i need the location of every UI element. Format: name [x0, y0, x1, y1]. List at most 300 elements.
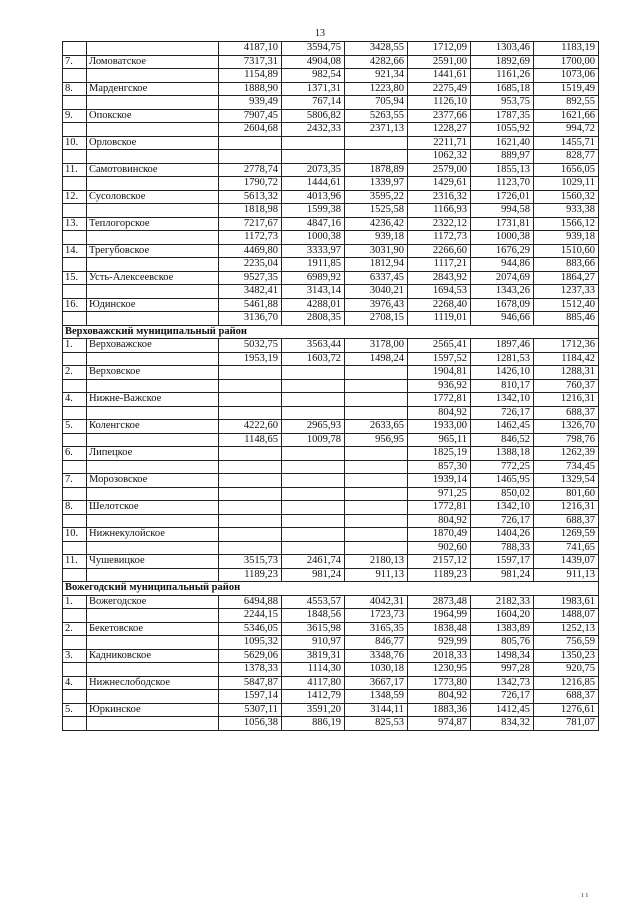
value-cell: 3165,35 — [345, 622, 408, 636]
row-number: 14. — [63, 244, 87, 258]
settlement-name: Верховское — [87, 366, 219, 380]
value-cell — [282, 447, 345, 461]
value-cell — [219, 487, 282, 501]
table-row — [63, 717, 599, 731]
value-cell: 2268,40 — [408, 298, 471, 312]
value-cell: 4042,31 — [345, 595, 408, 609]
value-cell: 953,75 — [471, 96, 534, 110]
value-cell: 3591,20 — [282, 703, 345, 717]
value-cell: 933,38 — [534, 204, 599, 218]
value-cell: 1383,89 — [471, 622, 534, 636]
value-cell — [345, 474, 408, 488]
value-cell — [219, 501, 282, 515]
value-cell: 1114,30 — [282, 663, 345, 677]
settlement-name: Юдинское — [87, 298, 219, 312]
table-row — [63, 42, 599, 56]
value-cell: 6337,45 — [345, 271, 408, 285]
value-cell: 1342,73 — [471, 676, 534, 690]
settlement-name — [87, 379, 219, 393]
value-cell: 1818,98 — [219, 204, 282, 218]
value-cell — [345, 528, 408, 542]
value-cell — [282, 150, 345, 164]
row-number: 6. — [63, 447, 87, 461]
value-cell: 834,32 — [471, 717, 534, 731]
value-cell: 3515,73 — [219, 555, 282, 569]
value-cell: 2843,92 — [408, 271, 471, 285]
value-cell: 5461,88 — [219, 298, 282, 312]
table-row — [63, 609, 599, 623]
value-cell: 956,95 — [345, 433, 408, 447]
value-cell: 2235,04 — [219, 258, 282, 272]
table-row — [63, 541, 599, 555]
value-cell: 857,30 — [408, 460, 471, 474]
row-number — [63, 258, 87, 272]
row-number — [63, 352, 87, 366]
value-cell: 883,66 — [534, 258, 599, 272]
row-number: 16. — [63, 298, 87, 312]
value-cell — [345, 150, 408, 164]
value-cell: 1281,53 — [471, 352, 534, 366]
value-cell: 1888,90 — [219, 82, 282, 96]
row-number: 4. — [63, 676, 87, 690]
value-cell: 5806,82 — [282, 109, 345, 123]
value-cell: 4222,60 — [219, 420, 282, 434]
value-cell: 2965,93 — [282, 420, 345, 434]
row-number — [63, 514, 87, 528]
value-cell: 1455,71 — [534, 136, 599, 150]
table-row — [63, 433, 599, 447]
settlement-name: Нижне-Важское — [87, 393, 219, 407]
value-cell: 846,52 — [471, 433, 534, 447]
row-number: 1. — [63, 595, 87, 609]
value-cell — [282, 474, 345, 488]
value-cell: 1939,14 — [408, 474, 471, 488]
section-title: Вожегодский муниципальный район — [63, 582, 599, 596]
value-cell: 946,66 — [471, 312, 534, 326]
value-cell: 2778,74 — [219, 163, 282, 177]
table-row — [63, 420, 599, 434]
value-cell: 920,75 — [534, 663, 599, 677]
value-cell: 726,17 — [471, 514, 534, 528]
settlement-name — [87, 636, 219, 650]
row-number: 10. — [63, 528, 87, 542]
value-cell: 1029,11 — [534, 177, 599, 191]
table-row — [63, 217, 599, 231]
row-number: 11. — [63, 555, 87, 569]
value-cell: 4847,16 — [282, 217, 345, 231]
settlement-name — [87, 690, 219, 704]
table-body — [63, 42, 599, 731]
value-cell: 2073,35 — [282, 163, 345, 177]
value-cell: 1216,31 — [534, 501, 599, 515]
settlement-name — [87, 123, 219, 137]
settlement-name: Шелотское — [87, 501, 219, 515]
value-cell: 5032,75 — [219, 339, 282, 353]
value-cell: 1119,01 — [408, 312, 471, 326]
settlement-name — [87, 96, 219, 110]
value-cell: 1126,10 — [408, 96, 471, 110]
value-cell — [345, 447, 408, 461]
value-cell: 9527,35 — [219, 271, 282, 285]
row-number: 4. — [63, 393, 87, 407]
value-cell: 1009,78 — [282, 433, 345, 447]
value-cell: 5346,05 — [219, 622, 282, 636]
value-cell: 1444,61 — [282, 177, 345, 191]
row-number: 11. — [63, 163, 87, 177]
value-cell: 889,97 — [471, 150, 534, 164]
value-cell: 902,60 — [408, 541, 471, 555]
table-row — [63, 352, 599, 366]
value-cell: 804,92 — [408, 406, 471, 420]
value-cell: 1825,19 — [408, 447, 471, 461]
value-cell — [282, 528, 345, 542]
value-cell: 1904,81 — [408, 366, 471, 380]
row-number — [63, 285, 87, 299]
value-cell: 3615,98 — [282, 622, 345, 636]
settlement-name: Теплогорское — [87, 217, 219, 231]
value-cell: 929,99 — [408, 636, 471, 650]
table-row — [63, 501, 599, 515]
settlement-name — [87, 663, 219, 677]
value-cell: 756,59 — [534, 636, 599, 650]
value-cell — [345, 379, 408, 393]
table-row — [63, 487, 599, 501]
value-cell: 1073,06 — [534, 69, 599, 83]
value-cell: 1303,46 — [471, 42, 534, 56]
value-cell — [282, 514, 345, 528]
value-cell: 825,53 — [345, 717, 408, 731]
value-cell: 3333,97 — [282, 244, 345, 258]
value-cell: 1498,24 — [345, 352, 408, 366]
value-cell: 1183,19 — [534, 42, 599, 56]
table-row — [63, 177, 599, 191]
value-cell: 971,25 — [408, 487, 471, 501]
value-cell: 1597,52 — [408, 352, 471, 366]
value-cell: 1883,36 — [408, 703, 471, 717]
value-cell: 911,13 — [534, 568, 599, 582]
value-cell: 3428,55 — [345, 42, 408, 56]
table-row — [63, 285, 599, 299]
value-cell: 1870,49 — [408, 528, 471, 542]
row-number: 12. — [63, 190, 87, 204]
value-cell: 810,17 — [471, 379, 534, 393]
value-cell — [282, 501, 345, 515]
value-cell: 1621,40 — [471, 136, 534, 150]
value-cell: 760,37 — [534, 379, 599, 393]
table-row — [63, 474, 599, 488]
table-row — [63, 298, 599, 312]
settlement-name: Бекетовское — [87, 622, 219, 636]
value-cell: 1342,10 — [471, 393, 534, 407]
value-cell — [345, 366, 408, 380]
value-cell: 1154,89 — [219, 69, 282, 83]
value-cell: 5847,87 — [219, 676, 282, 690]
value-cell: 3178,00 — [345, 339, 408, 353]
value-cell: 1525,58 — [345, 204, 408, 218]
value-cell: 1787,35 — [471, 109, 534, 123]
settlement-name — [87, 541, 219, 555]
row-number — [63, 406, 87, 420]
settlement-name — [87, 352, 219, 366]
value-cell: 2244,15 — [219, 609, 282, 623]
row-number — [63, 609, 87, 623]
settlement-name: Усть-Алексеевское — [87, 271, 219, 285]
settlement-name — [87, 150, 219, 164]
row-number — [63, 231, 87, 245]
value-cell: 886,19 — [282, 717, 345, 731]
value-cell: 994,58 — [471, 204, 534, 218]
value-cell: 1276,61 — [534, 703, 599, 717]
table-row — [63, 622, 599, 636]
value-cell: 1953,19 — [219, 352, 282, 366]
value-cell: 1237,33 — [534, 285, 599, 299]
row-number — [63, 663, 87, 677]
value-cell: 3031,90 — [345, 244, 408, 258]
value-cell: 2591,00 — [408, 55, 471, 69]
value-cell: 1342,10 — [471, 501, 534, 515]
settlement-name: Чушевицкое — [87, 555, 219, 569]
value-cell: 1350,23 — [534, 649, 599, 663]
value-cell: 1510,60 — [534, 244, 599, 258]
value-cell: 1326,70 — [534, 420, 599, 434]
value-cell: 1488,07 — [534, 609, 599, 623]
value-cell: 846,77 — [345, 636, 408, 650]
value-cell — [219, 514, 282, 528]
value-cell — [345, 487, 408, 501]
value-cell: 5629,06 — [219, 649, 282, 663]
value-cell: 1772,81 — [408, 501, 471, 515]
row-number: 13. — [63, 217, 87, 231]
table-row — [63, 636, 599, 650]
settlement-name — [87, 258, 219, 272]
value-cell: 1603,72 — [282, 352, 345, 366]
value-cell: 2322,12 — [408, 217, 471, 231]
settlement-name: Коленгское — [87, 420, 219, 434]
table-row — [63, 514, 599, 528]
value-cell: 1216,85 — [534, 676, 599, 690]
value-cell: 892,55 — [534, 96, 599, 110]
row-number: 5. — [63, 420, 87, 434]
value-cell: 1597,14 — [219, 690, 282, 704]
value-cell: 2461,74 — [282, 555, 345, 569]
value-cell: 1838,48 — [408, 622, 471, 636]
value-cell: 1371,31 — [282, 82, 345, 96]
value-cell: 3482,41 — [219, 285, 282, 299]
table-row — [63, 379, 599, 393]
value-cell: 3563,44 — [282, 339, 345, 353]
value-cell: 1790,72 — [219, 177, 282, 191]
value-cell — [282, 487, 345, 501]
corner-mark: ı ı — [581, 890, 588, 899]
value-cell — [345, 514, 408, 528]
table-row — [63, 204, 599, 218]
value-cell: 2708,15 — [345, 312, 408, 326]
table-row — [63, 555, 599, 569]
value-cell: 772,25 — [471, 460, 534, 474]
value-cell — [219, 150, 282, 164]
settlement-name: Юркинское — [87, 703, 219, 717]
settlement-name — [87, 609, 219, 623]
value-cell: 1678,09 — [471, 298, 534, 312]
value-cell: 944,86 — [471, 258, 534, 272]
value-cell: 885,46 — [534, 312, 599, 326]
value-cell — [345, 541, 408, 555]
table-row — [63, 339, 599, 353]
value-cell: 1426,10 — [471, 366, 534, 380]
value-cell: 1911,85 — [282, 258, 345, 272]
value-cell: 2579,00 — [408, 163, 471, 177]
section-header-row — [63, 325, 599, 339]
row-number — [63, 636, 87, 650]
settlement-name — [87, 231, 219, 245]
value-cell: 805,76 — [471, 636, 534, 650]
table-row — [63, 163, 599, 177]
settlement-name — [87, 460, 219, 474]
value-cell: 936,92 — [408, 379, 471, 393]
value-cell: 1262,39 — [534, 447, 599, 461]
table-row — [63, 460, 599, 474]
value-cell: 3976,43 — [345, 298, 408, 312]
settlement-name — [87, 406, 219, 420]
table-row — [63, 690, 599, 704]
value-cell: 1117,21 — [408, 258, 471, 272]
row-number: 8. — [63, 82, 87, 96]
value-cell: 1269,59 — [534, 528, 599, 542]
tariff-table — [62, 41, 599, 731]
value-cell: 4288,01 — [282, 298, 345, 312]
value-cell — [219, 460, 282, 474]
value-cell — [282, 136, 345, 150]
value-cell: 1560,32 — [534, 190, 599, 204]
value-cell: 939,18 — [345, 231, 408, 245]
value-cell: 3819,31 — [282, 649, 345, 663]
value-cell: 705,94 — [345, 96, 408, 110]
value-cell — [345, 406, 408, 420]
value-cell: 1388,18 — [471, 447, 534, 461]
value-cell: 1773,80 — [408, 676, 471, 690]
value-cell: 741,65 — [534, 541, 599, 555]
value-cell — [282, 393, 345, 407]
value-cell — [219, 366, 282, 380]
value-cell: 828,77 — [534, 150, 599, 164]
value-cell: 804,92 — [408, 690, 471, 704]
table-row — [63, 231, 599, 245]
row-number — [63, 42, 87, 56]
value-cell: 1712,09 — [408, 42, 471, 56]
row-number — [63, 69, 87, 83]
value-cell: 1172,73 — [219, 231, 282, 245]
value-cell: 2873,48 — [408, 595, 471, 609]
page-number: 13 — [315, 28, 325, 39]
value-cell: 3595,22 — [345, 190, 408, 204]
value-cell: 688,37 — [534, 406, 599, 420]
value-cell — [219, 393, 282, 407]
value-cell: 2180,13 — [345, 555, 408, 569]
table-row — [63, 568, 599, 582]
value-cell: 1512,40 — [534, 298, 599, 312]
value-cell: 1095,32 — [219, 636, 282, 650]
settlement-name: Опокское — [87, 109, 219, 123]
value-cell: 1599,38 — [282, 204, 345, 218]
row-number — [63, 177, 87, 191]
value-cell: 939,18 — [534, 231, 599, 245]
value-cell: 1166,93 — [408, 204, 471, 218]
value-cell — [282, 460, 345, 474]
value-cell: 1189,23 — [219, 568, 282, 582]
settlement-name — [87, 69, 219, 83]
table-row — [63, 649, 599, 663]
value-cell: 767,14 — [282, 96, 345, 110]
value-cell: 1676,29 — [471, 244, 534, 258]
value-cell: 1498,34 — [471, 649, 534, 663]
row-number: 2. — [63, 622, 87, 636]
value-cell: 734,45 — [534, 460, 599, 474]
value-cell: 1864,27 — [534, 271, 599, 285]
row-number: 8. — [63, 501, 87, 515]
value-cell: 1228,27 — [408, 123, 471, 137]
value-cell — [219, 541, 282, 555]
value-cell: 1855,13 — [471, 163, 534, 177]
table-row — [63, 676, 599, 690]
value-cell: 726,17 — [471, 406, 534, 420]
table-row — [63, 271, 599, 285]
settlement-name — [87, 487, 219, 501]
value-cell: 4553,57 — [282, 595, 345, 609]
value-cell: 1030,18 — [345, 663, 408, 677]
value-cell: 911,13 — [345, 568, 408, 582]
row-number: 7. — [63, 55, 87, 69]
value-cell: 1892,69 — [471, 55, 534, 69]
value-cell: 6989,92 — [282, 271, 345, 285]
value-cell: 1429,61 — [408, 177, 471, 191]
settlement-name: Нижнекулойское — [87, 528, 219, 542]
value-cell: 6494,88 — [219, 595, 282, 609]
row-number — [63, 96, 87, 110]
table-row — [63, 150, 599, 164]
value-cell: 5263,55 — [345, 109, 408, 123]
value-cell: 1252,13 — [534, 622, 599, 636]
section-header-row — [63, 582, 599, 596]
value-cell: 1731,81 — [471, 217, 534, 231]
settlement-name — [87, 177, 219, 191]
table-row — [63, 190, 599, 204]
value-cell: 2604,68 — [219, 123, 282, 137]
value-cell: 4187,10 — [219, 42, 282, 56]
row-number — [63, 690, 87, 704]
value-cell: 1656,05 — [534, 163, 599, 177]
row-number: 9. — [63, 109, 87, 123]
value-cell — [219, 406, 282, 420]
value-cell: 1404,26 — [471, 528, 534, 542]
table-row — [63, 55, 599, 69]
value-cell: 2316,32 — [408, 190, 471, 204]
value-cell: 997,28 — [471, 663, 534, 677]
value-cell — [345, 501, 408, 515]
value-cell: 3594,75 — [282, 42, 345, 56]
table-row — [63, 393, 599, 407]
settlement-name: Сусоловское — [87, 190, 219, 204]
value-cell: 788,33 — [471, 541, 534, 555]
value-cell: 1412,45 — [471, 703, 534, 717]
value-cell: 5307,11 — [219, 703, 282, 717]
table-row — [63, 82, 599, 96]
value-cell: 1964,99 — [408, 609, 471, 623]
table-row — [63, 109, 599, 123]
value-cell: 1604,20 — [471, 609, 534, 623]
value-cell: 939,49 — [219, 96, 282, 110]
value-cell: 1441,61 — [408, 69, 471, 83]
value-cell — [345, 460, 408, 474]
